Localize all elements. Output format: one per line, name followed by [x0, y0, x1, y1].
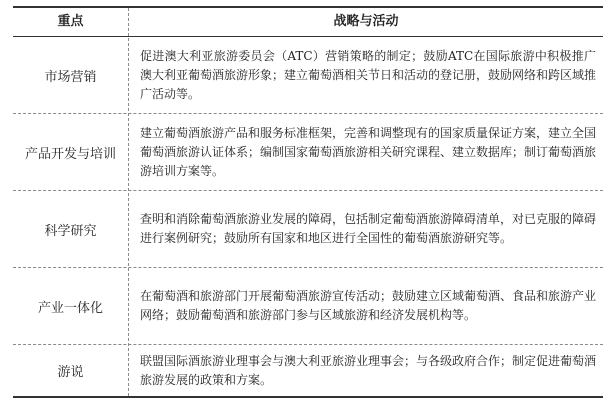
header-key: 重点: [57, 14, 84, 29]
row-key-research: 科学研究: [44, 223, 97, 239]
row-value-product-training: [140, 114, 596, 190]
row-value-text: 查明和消除葡萄酒旅游业发展的障碍，包括制定葡萄酒旅游障碍清单，对已克服的障碍进行案例研究；鼓励所有国家和地区进行全国性的葡萄酒旅游研究等。: [140, 212, 597, 245]
row-key-product-training: 产品开发与培训: [24, 146, 116, 162]
row-value-text: 在葡萄酒和旅游部门开展葡萄酒旅游宣传活动；鼓励建立区域葡萄酒、食品和旅游产业网络；鼓励葡萄酒和旅游部门参与区域旅游和经济发展机构等。: [140, 289, 597, 322]
row-key-marketing: 市场营销: [44, 69, 97, 85]
column-divider: [128, 8, 129, 396]
table-bottom-rule: [13, 396, 603, 398]
row-value-lobbying: [140, 345, 596, 396]
row-key-integration: 产业一体化: [37, 300, 103, 316]
row-key-lobbying: 游说: [57, 365, 84, 380]
row-value-text: 促进澳大利亚旅游委员会（ATC）营销策略的制定；鼓励ATC在国际旅游中积极推广澳大利亚葡萄酒旅游形象；建立葡萄酒相关节日和活动的登记册，鼓励网络和跨区域推广活动等。: [140, 48, 597, 101]
row-value-text: 建立葡萄酒旅游产品和服务标准框架，完善和调整现有的国家质量保证方案，建立全国葡萄酒旅游认证体系；编制国家葡萄酒旅游相关研究课程、建立数据库；制订葡萄酒旅游培训方案等。: [140, 125, 597, 178]
row-value-text: 联盟国际酒旅游业理事会与澳大利亚旅游业理事会；与各级政府合作；制定促进葡萄酒旅游发展的政策和方案。: [140, 353, 597, 387]
row-value-integration: [140, 268, 596, 344]
row-value-research: [140, 191, 596, 267]
strategy-table: [13, 6, 603, 398]
row-value-marketing: [140, 37, 596, 113]
header-value: 战略与活动: [333, 14, 399, 29]
